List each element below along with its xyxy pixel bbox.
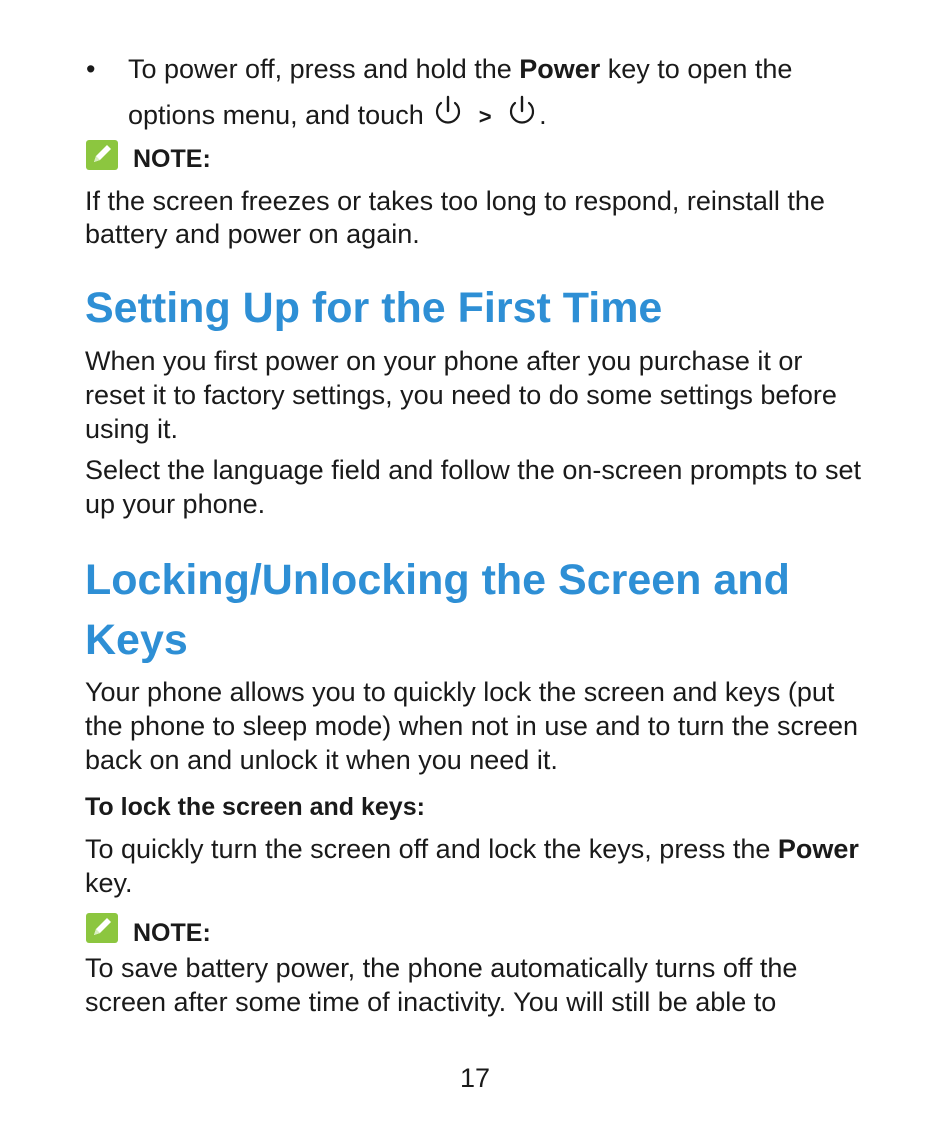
paragraph-line [85, 832, 859, 866]
bullet-marker: • [86, 54, 96, 84]
note-label: NOTE: [133, 919, 211, 947]
note-text-line: If the screen freezes or takes too long to respond, reinstall the [85, 186, 825, 216]
section-heading: Setting Up for the First Time [85, 284, 663, 332]
paragraph-line: When you first power on your phone after you purchase it or [85, 346, 803, 376]
paragraph-text: To quickly turn the screen off and lock the keys, press the [85, 834, 778, 864]
period: . [539, 100, 547, 130]
note-icon [86, 913, 118, 948]
note-text-line: screen after some time of inactivity. You will still be able to [85, 987, 777, 1017]
paragraph-line: reset it to factory settings, you need to do some settings before [85, 380, 837, 410]
section-heading: Keys [85, 616, 188, 664]
power-icon [431, 94, 465, 136]
note-text-line: battery and power on again. [85, 219, 420, 249]
paragraph-line: the phone to sleep mode) when not in use and to turn the screen [85, 711, 859, 741]
bullet-line-2 [128, 94, 547, 136]
power-key-label: Power [519, 54, 601, 84]
arrow-separator: > [478, 104, 492, 129]
bullet-text: key to open the [600, 54, 793, 84]
note-text-line: To save battery power, the phone automatically turns off the [85, 953, 798, 983]
paragraph-line: Your phone allows you to quickly lock the screen and keys (put [85, 677, 835, 707]
paragraph-line: up your phone. [85, 489, 266, 519]
paragraph-line: key. [85, 868, 133, 898]
page-number: 17 [459, 1063, 491, 1093]
note-label: NOTE: [133, 145, 211, 173]
section-heading: Locking/Unlocking the Screen and [85, 556, 790, 604]
bullet-line-1 [128, 52, 792, 86]
subheading: To lock the screen and keys: [85, 793, 425, 821]
note-icon [86, 140, 118, 175]
bullet-text: options menu, and touch [128, 100, 432, 130]
power-icon [505, 94, 539, 136]
bullet-text: To power off, press and hold the [128, 54, 520, 84]
paragraph-line: Select the language field and follow the on-screen prompts to set [85, 455, 861, 485]
power-key-label: Power [777, 834, 859, 864]
paragraph-line: back on and unlock it when you need it. [85, 745, 558, 775]
paragraph-line: using it. [85, 414, 179, 444]
